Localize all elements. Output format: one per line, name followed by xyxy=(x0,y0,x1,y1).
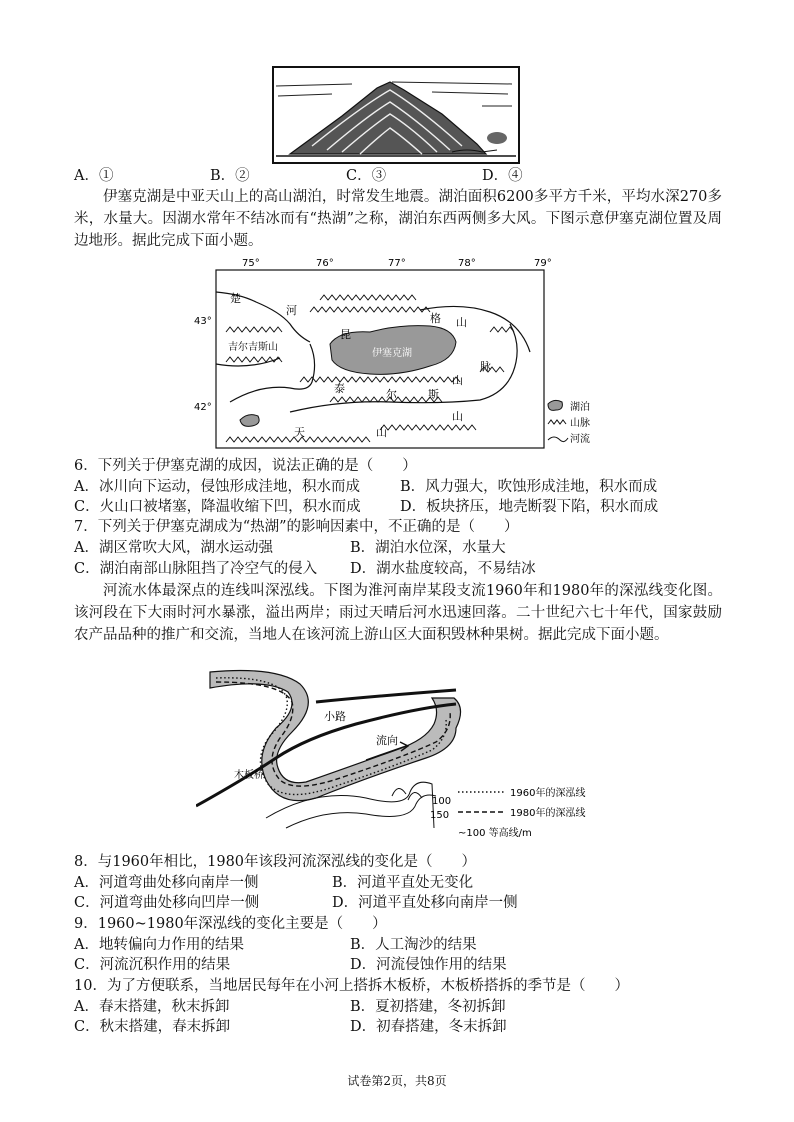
legend-1980: 1980年的深泓线 xyxy=(510,808,586,819)
q7-option-b: B．湖泊水位深，水量大 xyxy=(350,540,506,556)
q10-option-b: B．夏初搭建，冬初拆卸 xyxy=(350,999,506,1015)
q10-stem: 10．为了方便联系，当地居民每年在小河上搭拆木板桥，木板桥搭拆的季节是（ ） xyxy=(74,978,629,994)
tianshan-char-4: 山 xyxy=(452,374,463,387)
q9-option-a: A．地转偏向力作用的结果 xyxy=(74,937,244,953)
q8-option-b: B．河道平直处无变化 xyxy=(332,875,474,891)
q10-option-a: A．春末搭建，秋末拆卸 xyxy=(74,999,230,1015)
legend-mountain-icon xyxy=(548,420,566,424)
legend-lake-icon xyxy=(548,400,562,410)
lon-79: 79° xyxy=(534,258,552,269)
q6-option-c: C．火山口被堵塞，降温收缩下凹，积水而成 xyxy=(74,499,361,515)
q10-option-d: D．初春搭建，冬末拆卸 xyxy=(350,1019,507,1035)
river-char-1: 楚 xyxy=(230,292,241,305)
tianshan-char-1: 泰 xyxy=(334,382,345,395)
page-footer: 试卷第2页，共8页 xyxy=(347,1074,447,1088)
q6-option-b: B．风力强大，吹蚀形成洼地，积水而成 xyxy=(400,479,658,495)
contour-100: 100 xyxy=(432,796,452,807)
kunlun-char-1: 昆 xyxy=(340,328,351,341)
q9-stem: 9．1960~1980年深泓线的变化主要是（ ） xyxy=(74,916,387,932)
option-a: A．① xyxy=(74,168,114,184)
option-c: C．③ xyxy=(346,168,387,184)
legend-1960: 1960年的深泓线 xyxy=(510,788,586,799)
q9-option-b: B．人工淘沙的结果 xyxy=(350,937,477,953)
kunlun-char-2: 格 xyxy=(430,312,441,325)
q7-option-d: D．湖水盐度较高，不易结冰 xyxy=(350,561,536,577)
q8-option-d: D．河道平直处移向南岸一侧 xyxy=(332,895,518,911)
rock-strata-sketch xyxy=(272,66,520,164)
legend-mountain: 山脉 xyxy=(570,418,590,429)
tianshan-char-5: 脉 xyxy=(480,360,491,373)
q9-option-d: D．河流侵蚀作用的结果 xyxy=(350,957,507,973)
tianshan-char-3: 斯 xyxy=(428,388,439,401)
option-d: D．④ xyxy=(482,168,523,184)
lon-78: 78° xyxy=(458,258,476,269)
q6-option-d: D．板块挤压，地壳断裂下陷，积水而成 xyxy=(400,499,659,515)
q7-option-a: A．湖区常吹大风，湖水运动强 xyxy=(74,540,273,556)
lon-77: 77° xyxy=(388,258,406,269)
legend-river-icon xyxy=(548,437,568,442)
thalweg-map xyxy=(196,668,616,842)
lon-75: 75° xyxy=(242,258,260,269)
passage-issyk-kul: 伊塞克湖是中亚天山上的高山湖泊，时常发生地震。湖泊面积6200多平方千米，平均水深270多米，水量大。因湖水常年不结冰而有“热湖”之称，湖泊东西两侧多大风。下图示意伊塞克湖位置及周边地形。据此完成下面小题。 xyxy=(74,189,722,249)
q6-option-a: A．冰川向下运动，侵蚀形成洼地，积水而成 xyxy=(74,479,360,495)
tianshan-char-6: 山 xyxy=(452,410,463,423)
q8-option-c: C．河道弯曲处移向凹岸一侧 xyxy=(74,895,260,911)
option-b: B．② xyxy=(210,168,250,184)
issyk-kul-map xyxy=(190,252,606,450)
lat-42: 42° xyxy=(194,402,212,413)
bridge-label: 木板桥 xyxy=(234,770,264,781)
road-label: 小路 xyxy=(324,710,346,723)
river-char-2: 河 xyxy=(286,304,297,317)
lon-76: 76° xyxy=(316,258,334,269)
tianshan-char-2: 尔 xyxy=(386,388,397,401)
q8-stem: 8．与1960年相比，1980年该段河流深泓线的变化是（ ） xyxy=(74,854,477,870)
q7-stem: 7．下列关于伊塞克湖成为“热湖”的影响因素中，不正确的是（ ） xyxy=(74,519,519,535)
lake-label: 伊塞克湖 xyxy=(372,348,412,359)
kunlun-char-3: 山 xyxy=(456,316,467,329)
q8-option-a: A．河道弯曲处移向南岸一侧 xyxy=(74,875,259,891)
kyrgyz-mountain-label: 吉尔吉斯山 xyxy=(228,342,278,353)
q10-option-c: C．秋末搭建，春末拆卸 xyxy=(74,1019,231,1035)
flow-label: 流向 xyxy=(376,734,398,747)
legend-river: 河流 xyxy=(570,434,590,445)
q6-stem: 6．下列关于伊塞克湖的成因，说法正确的是（ ） xyxy=(74,458,417,474)
passage-thalweg: 河流水体最深点的连线叫深泓线。下图为淮河南岸某段支流1960年和1980年的深泓线变化图。该河段在下大雨时河水暴涨，溢出两岸；雨过天晴后河水迅速回落。二十世纪六七十年代，国家鼓励农产品品种的推广和交流，当地人在该河流上游山区大面积毁林种果树。据此完成下面小题。 xyxy=(74,583,722,643)
tianshan-char-7: 天 xyxy=(294,426,305,439)
legend-lake: 湖泊 xyxy=(570,402,590,413)
q9-option-c: C．河流沉积作用的结果 xyxy=(74,957,231,973)
contour-150: 150 xyxy=(430,810,450,821)
legend-contour: ~100 等高线/m xyxy=(458,828,532,839)
tianshan-char-8: 山 xyxy=(376,426,387,439)
lat-43: 43° xyxy=(194,316,212,327)
q7-option-c: C．湖泊南部山脉阻挡了冷空气的侵入 xyxy=(74,561,318,577)
